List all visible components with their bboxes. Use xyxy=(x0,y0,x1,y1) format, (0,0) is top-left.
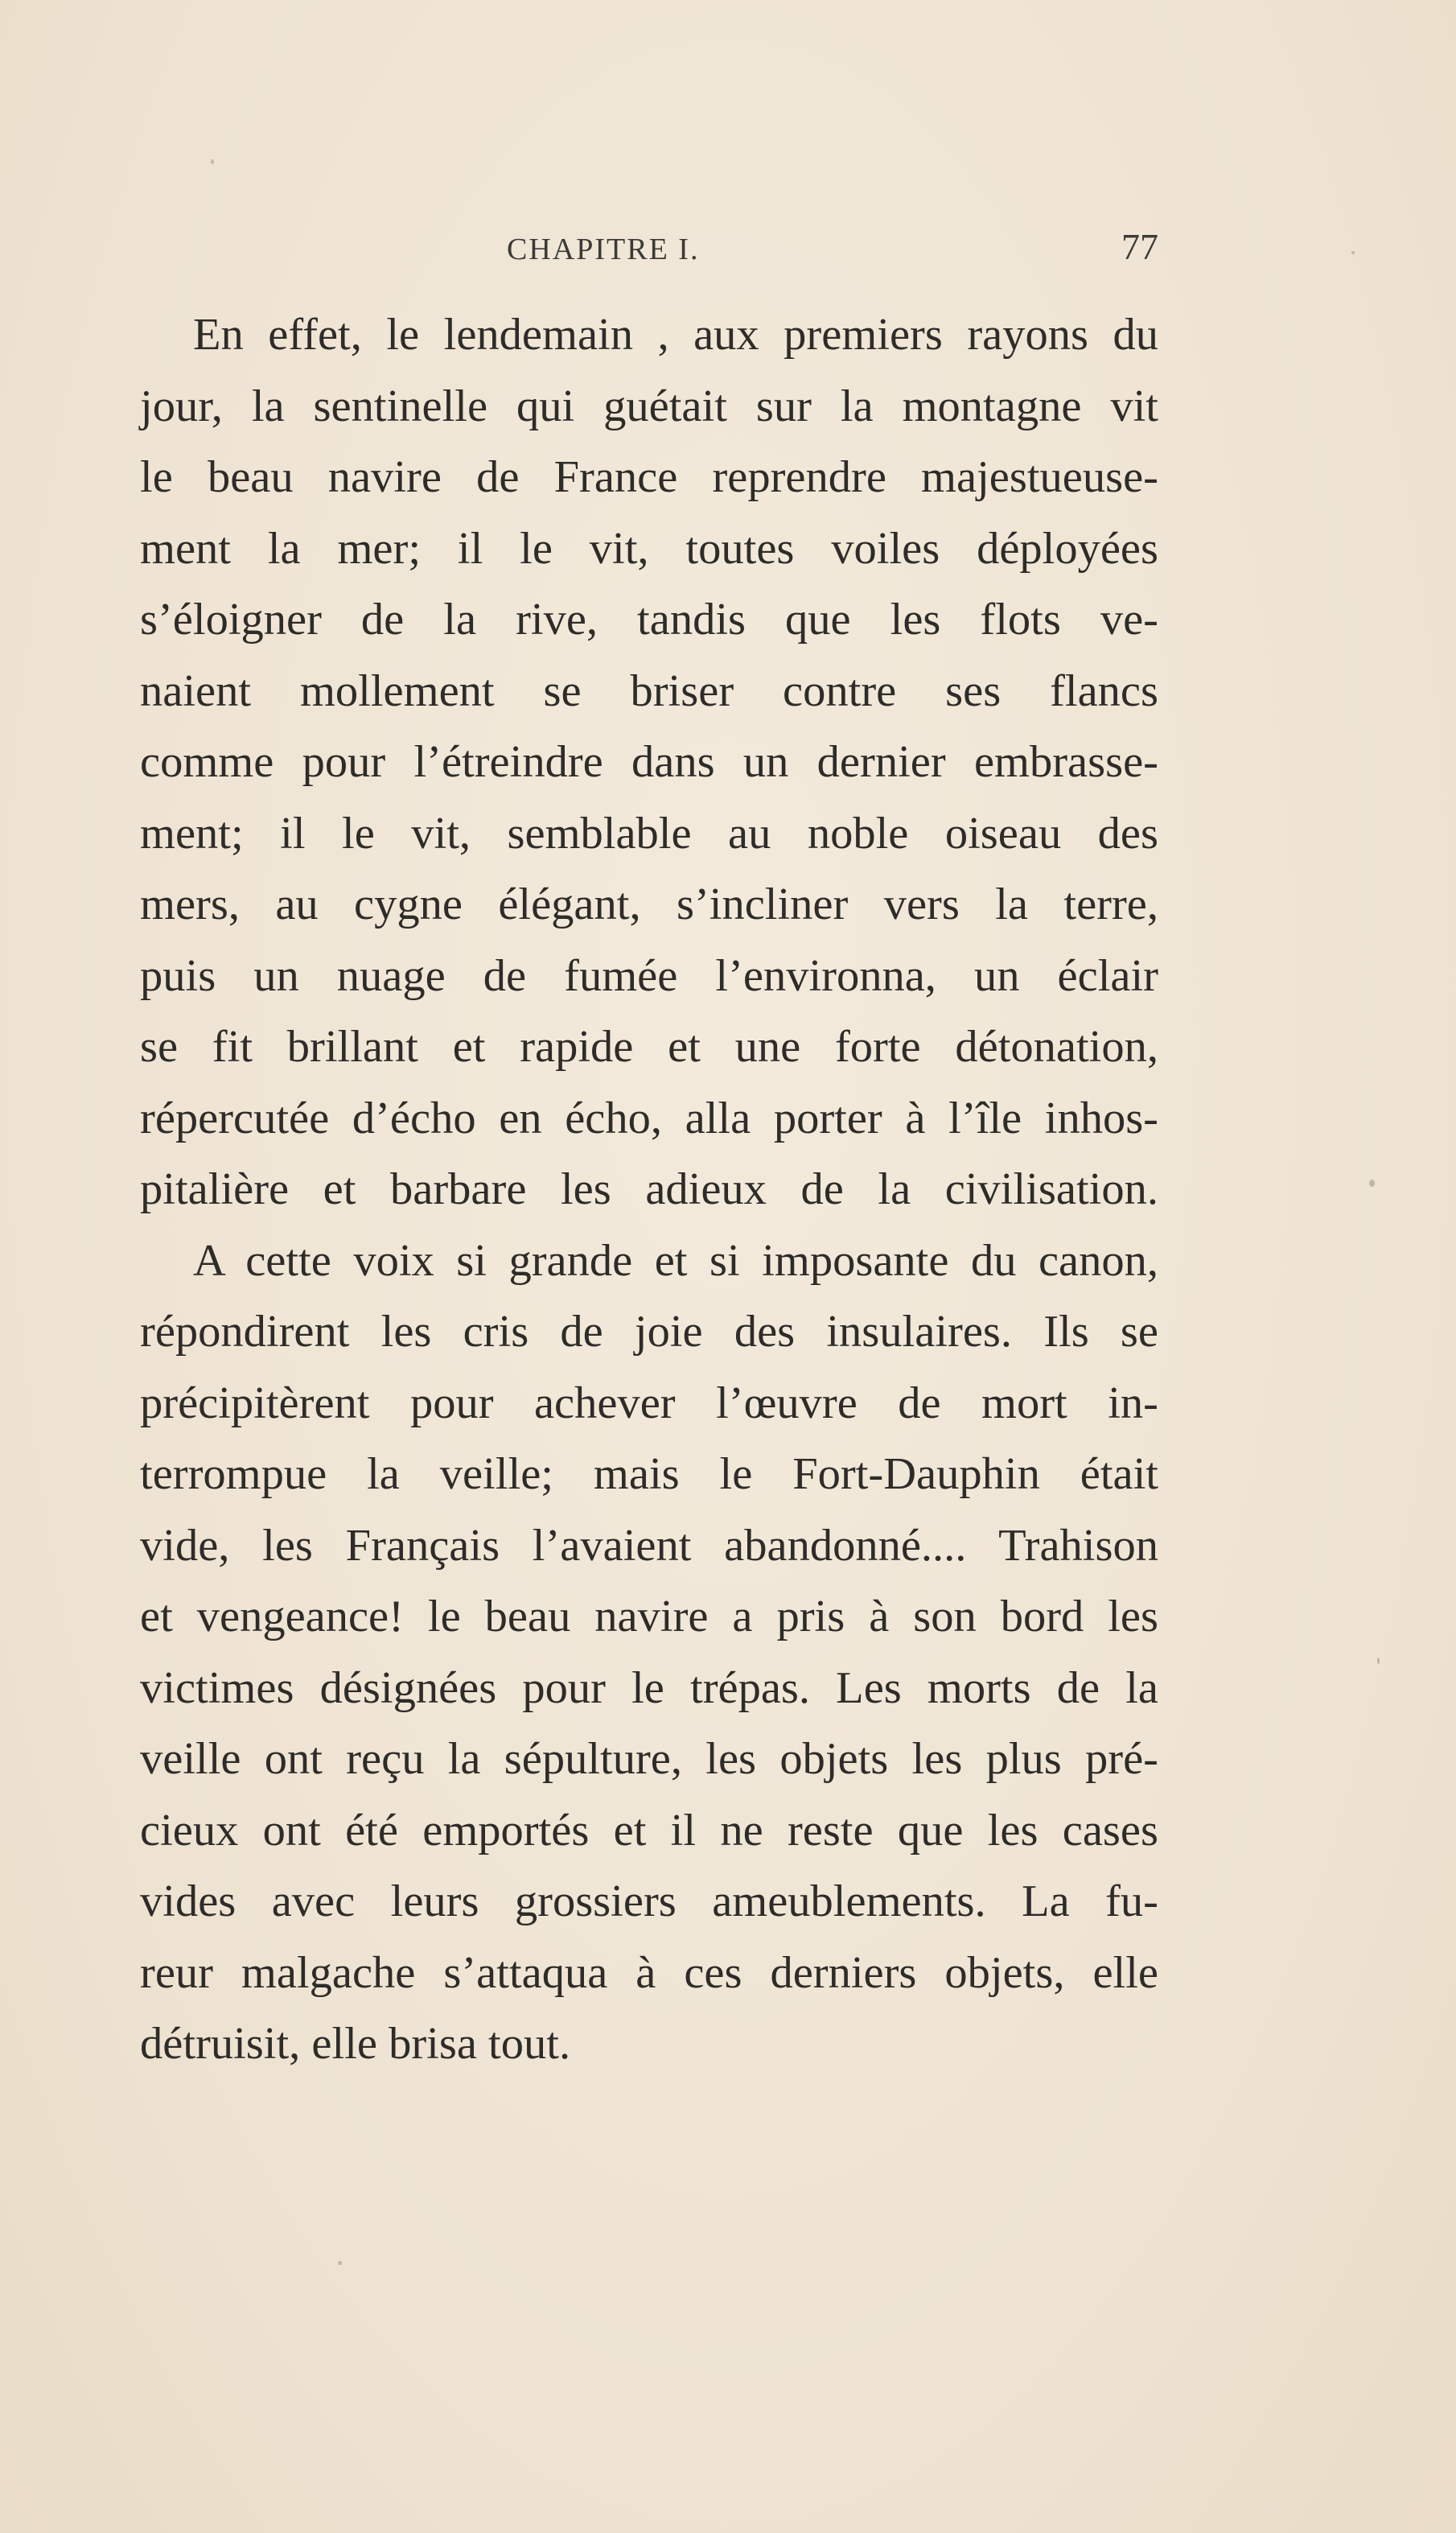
text-line: jour, la sentinelle qui guétait sur la montagne vit xyxy=(140,381,1158,431)
paragraph-1 xyxy=(87,299,1158,1225)
text-line: A cette voix si grande et si imposante du canon, xyxy=(193,1235,1158,1286)
text-line: vide, les Français l’avaient abandonné.... Trahison xyxy=(140,1520,1158,1571)
text-line: pitalière et barbare les adieux de la civilisation. xyxy=(140,1164,1158,1214)
text-line: terrompue la veille; mais le Fort-Dauphin était xyxy=(140,1449,1158,1499)
running-head xyxy=(88,225,1158,282)
text-line: répercutée d’écho en écho, alla porter à l’île inhos- xyxy=(140,1093,1158,1143)
chapter-title: CHAPITRE I. xyxy=(507,233,700,266)
paper-speck xyxy=(211,159,214,164)
paper-speck xyxy=(338,2261,342,2265)
page-number: 77 xyxy=(1121,226,1158,267)
text-line: répondirent les cris de joie des insulaires. Ils se xyxy=(140,1307,1158,1357)
paragraph-2 xyxy=(87,1225,1158,2080)
text-line: s’éloigner de la rive, tandis que les flots ve- xyxy=(140,595,1158,645)
paper-speck xyxy=(1377,1658,1380,1664)
text-line: reur malgache s’attaqua à ces derniers objets, elle xyxy=(140,1947,1158,1998)
paper-speck xyxy=(1369,1180,1375,1187)
text-line: veille ont reçu la sépulture, les objets les plus pré- xyxy=(140,1734,1158,1784)
paper-speck xyxy=(1351,251,1355,254)
text-line: En effet, le lendemain , aux premiers rayons du xyxy=(193,310,1158,360)
text-line: ment; il le vit, semblable au noble oiseau des xyxy=(140,808,1158,859)
text-line: mers, au cygne élégant, s’incliner vers la terre, xyxy=(140,879,1158,929)
text-line: ment la mer; il le vit, toutes voiles déployées xyxy=(140,523,1158,574)
body-text xyxy=(87,299,1158,2080)
text-line: vides avec leurs grossiers ameublements. La fu- xyxy=(140,1876,1158,1926)
text-line: se fit brillant et rapide et une forte détonation, xyxy=(140,1022,1158,1072)
text-line: détruisit, elle brisa tout. xyxy=(140,2019,571,2069)
text-line: naient mollement se briser contre ses flancs xyxy=(140,665,1158,716)
text-line: cieux ont été emportés et il ne reste que les cases xyxy=(140,1805,1158,1855)
text-line: et vengeance! le beau navire a pris à son bord les xyxy=(140,1592,1158,1641)
text-line: victimes désignées pour le trépas. Les morts de la xyxy=(140,1662,1158,1713)
text-line: le beau navire de France reprendre majestueuse- xyxy=(140,452,1158,502)
text-line: puis un nuage de fumée l’environna, un éclair xyxy=(140,950,1158,1001)
text-line: précipitèrent pour achever l’œuvre de mort in- xyxy=(140,1378,1158,1428)
text-line: comme pour l’étreindre dans un dernier embrasse- xyxy=(140,737,1158,787)
